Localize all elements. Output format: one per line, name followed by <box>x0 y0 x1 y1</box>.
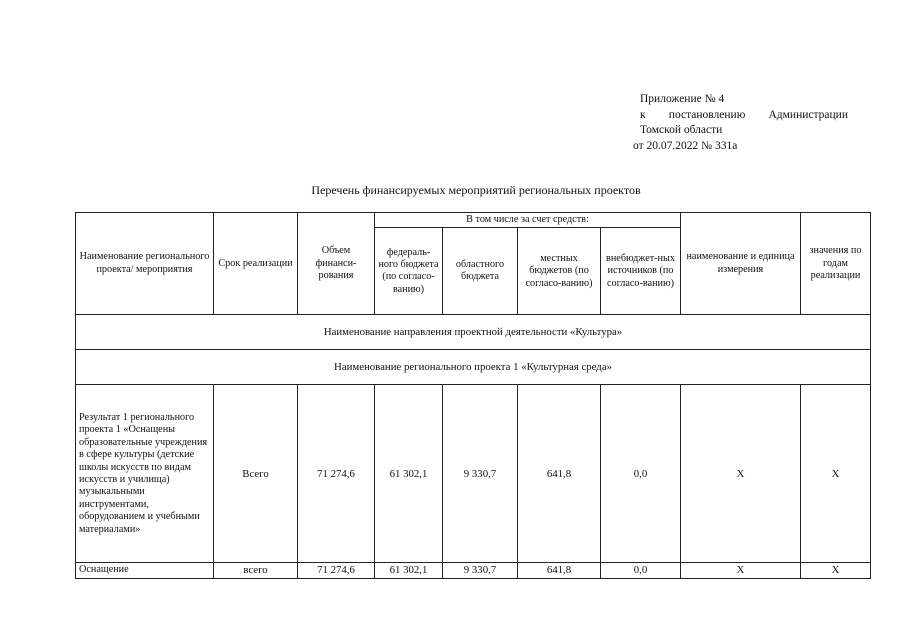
header-federal: федераль-ного бюджета (по согласо-ванию) <box>375 228 443 315</box>
projects-table <box>75 212 871 579</box>
row-indicator: Х <box>681 385 801 563</box>
row-volume: 71 274,6 <box>298 385 375 563</box>
header-sources-group: В том числе за счет средств: <box>375 213 681 228</box>
document-title: Перечень финансируемых мероприятий региональных проектов <box>311 183 641 197</box>
direction-row <box>76 315 871 350</box>
row-federal: 61 302,1 <box>375 385 443 563</box>
row-regional: 9 330,7 <box>443 563 518 578</box>
row-term: Всего <box>214 385 298 563</box>
annex-word-k: к <box>640 108 646 121</box>
table-row <box>76 563 871 578</box>
project-row <box>76 350 871 385</box>
header-regional: областного бюджета <box>443 228 518 315</box>
row-local: 641,8 <box>518 385 601 563</box>
row-extra: 0,0 <box>601 563 681 578</box>
row-name: Оснащение <box>76 563 214 578</box>
annex-block <box>633 92 848 154</box>
annex-date-number: от 20.07.2022 № 331а <box>633 139 738 152</box>
header-volume: Объем финанси-рования <box>298 213 375 315</box>
header-term: Срок реализации <box>214 213 298 315</box>
row-term: всего <box>214 563 298 578</box>
header-values: значения по годам реализации <box>801 213 871 315</box>
row-local: 641,8 <box>518 563 601 578</box>
direction-cell: Наименование направления проектной деятельности «Культура» <box>76 315 871 350</box>
row-name: Результат 1 регионального проекта 1 «Оснащены образовательные учреждения в сфере культуры (детские школы искусств по видам искусств и училища) музыкальными инструментами, оборудованием и учебными материалами» <box>76 385 214 563</box>
annex-word-administration: Администрации <box>768 108 848 121</box>
row-regional: 9 330,7 <box>443 385 518 563</box>
table-row <box>76 385 871 563</box>
row-volume: 71 274,6 <box>298 563 375 578</box>
header-row-1 <box>76 213 871 228</box>
row-indicator: Х <box>681 563 801 578</box>
row-federal: 61 302,1 <box>375 563 443 578</box>
annex-resolution-line <box>633 108 848 124</box>
header-name: Наименование регионального проекта/ мероприятия <box>76 213 214 315</box>
annex-region: Томской области <box>640 124 723 136</box>
header-local: местных бюджетов (по согласо-ванию) <box>518 228 601 315</box>
header-indicator: наименование и единица измерения <box>681 213 801 315</box>
row-values: Х <box>801 385 871 563</box>
annex-number: Приложение № 4 <box>640 93 725 105</box>
row-values: Х <box>801 563 871 578</box>
project-cell: Наименование регионального проекта 1 «Культурная среда» <box>76 350 871 385</box>
header-extra: внебюджет-ных источников (по согласо-ванию) <box>601 228 681 315</box>
annex-word-resolution: постановлению <box>668 108 746 121</box>
row-extra: 0,0 <box>601 385 681 563</box>
